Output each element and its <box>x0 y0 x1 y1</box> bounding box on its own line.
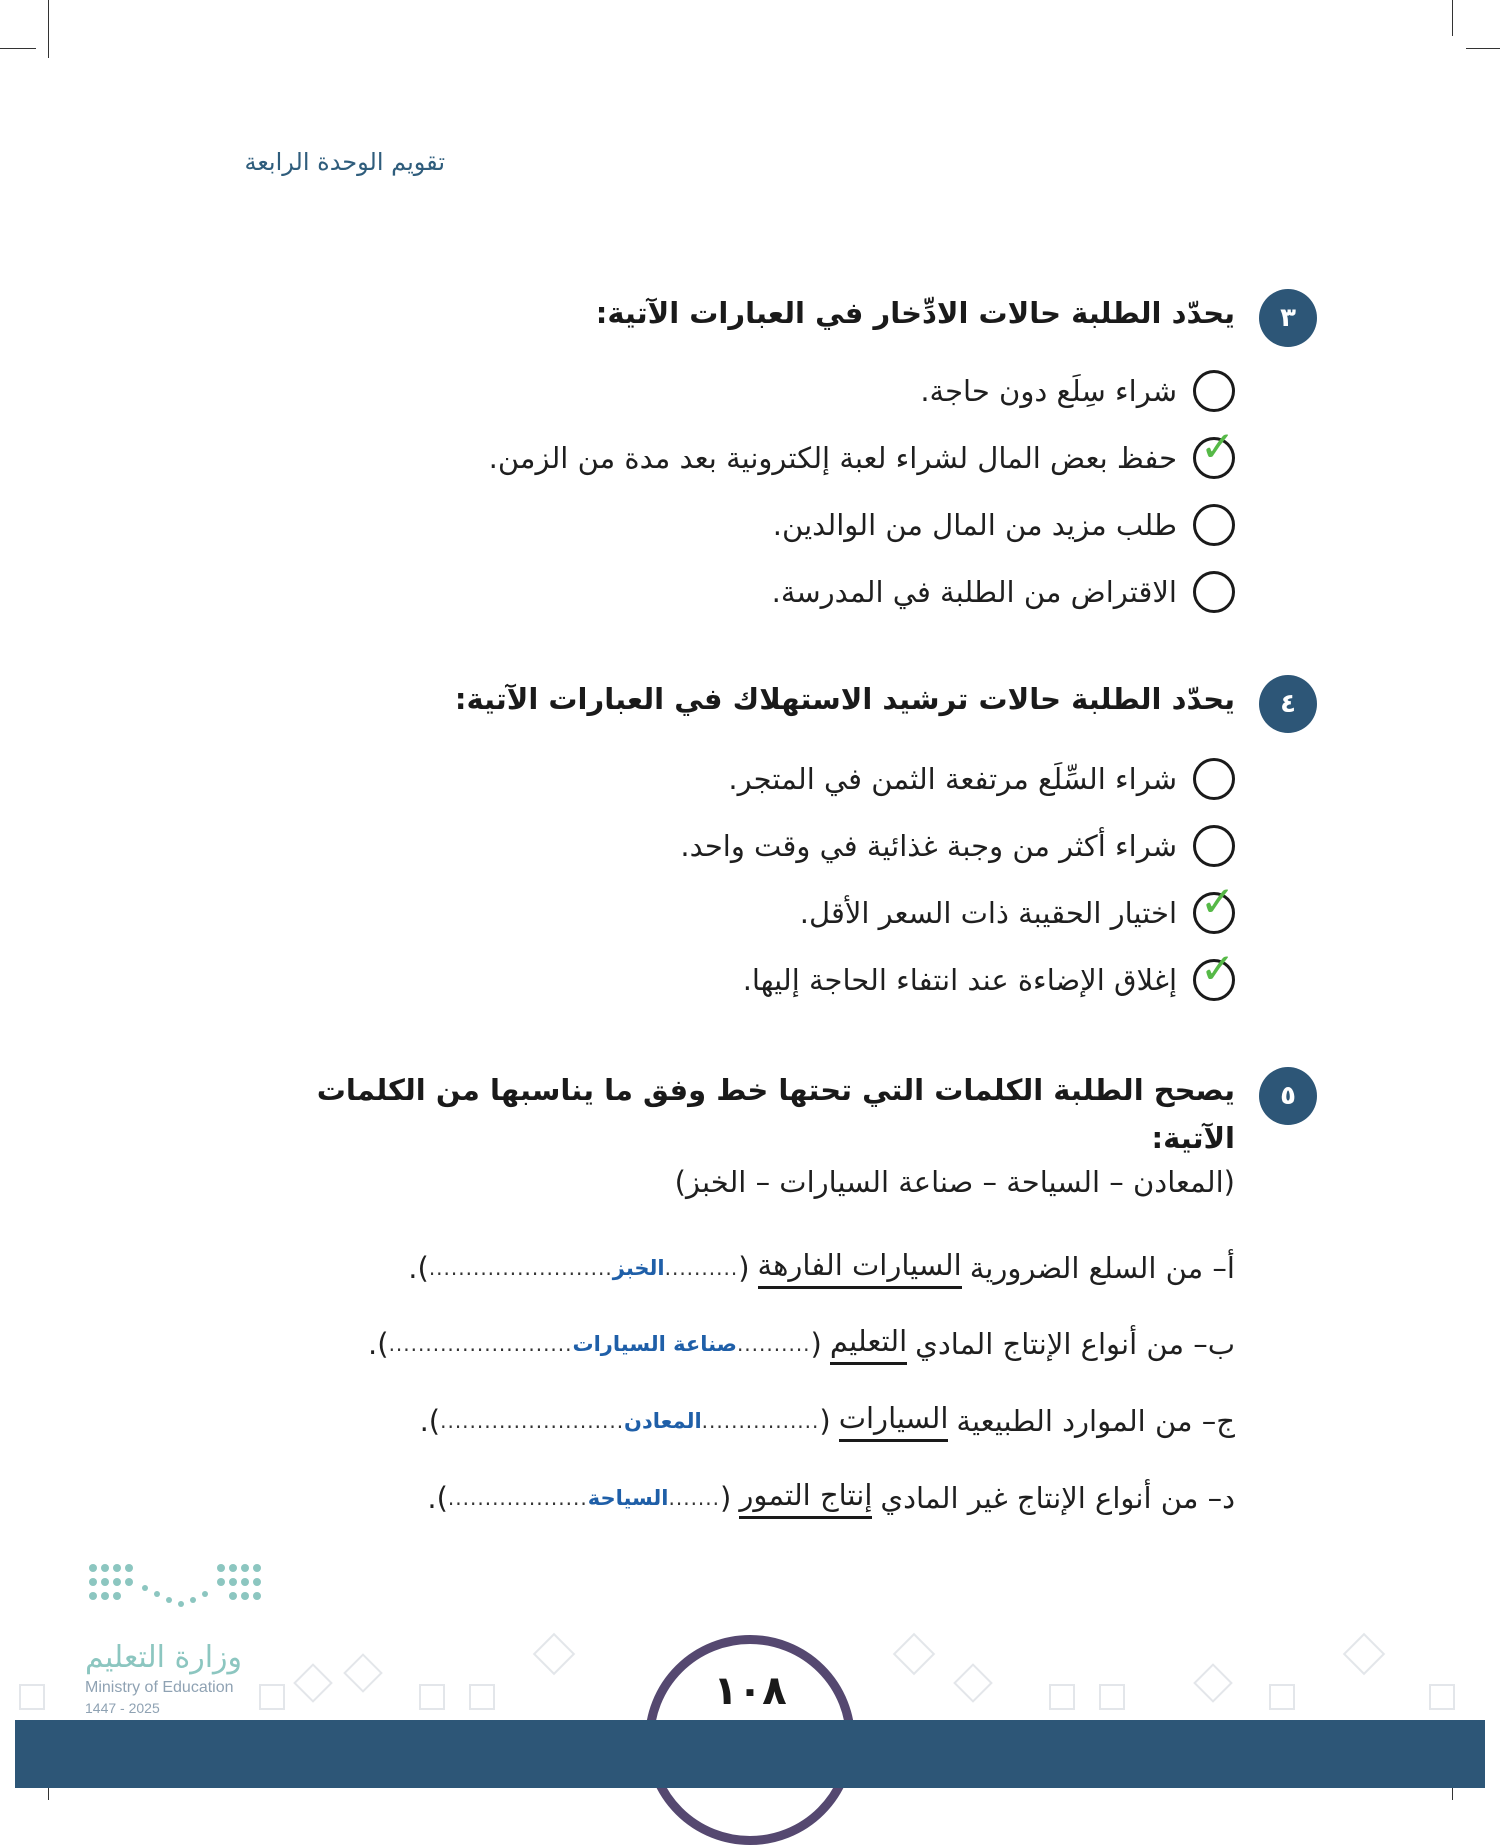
question-number-3: ٣ <box>1259 289 1317 347</box>
ministry-name-english: Ministry of Education <box>85 1679 234 1696</box>
radio-circle-icon[interactable] <box>1193 825 1235 867</box>
answer-text[interactable]: المعادن <box>624 1409 702 1433</box>
answer-text[interactable]: صناعة السيارات <box>572 1332 737 1356</box>
checkmark-icon: ✓ <box>1200 422 1236 471</box>
q4-option[interactable]: ✓ اختيار الحقيبة ذات السعر الأقل. <box>800 888 1235 938</box>
checkmark-icon: ✓ <box>1200 944 1236 993</box>
q3-option[interactable]: طلب مزيد من المال من الوالدين. <box>773 500 1235 550</box>
underlined-word: التعليم <box>830 1324 907 1365</box>
edition-year: 2025 - 1447 <box>85 1700 160 1716</box>
fill-item: ب– من أنواع الإنتاج المادي التعليم ( .......... صناعة السيارات ......................... ). <box>368 1316 1235 1372</box>
answer-text[interactable]: الخبز <box>612 1256 665 1280</box>
radio-circle-icon[interactable] <box>1193 504 1235 546</box>
fill-item: ج– من الموارد الطبيعية السيارات ( ................ المعادن ......................... ). <box>420 1393 1235 1449</box>
radio-circle-icon[interactable] <box>1193 571 1235 613</box>
question-5-prompt: يصحح الطلبة الكلمات التي تحتها خط وفق ما يناسبها من الكلمات الآتية: <box>316 1073 1235 1155</box>
crop-mark <box>0 48 36 49</box>
ministry-name-arabic: وزارة التعليم <box>85 1640 243 1675</box>
crop-mark <box>1452 0 1453 36</box>
answer-text[interactable]: السياحة <box>587 1486 669 1510</box>
radio-circle-icon[interactable] <box>1193 422 1236 479</box>
question-number-4: ٤ <box>1259 675 1317 733</box>
q4-option[interactable]: شراء السِّلَع مرتفعة الثمن في المتجر. <box>728 754 1235 804</box>
word-bank: (المعادن – السياحة – صناعة السيارات – الخبز) <box>674 1165 1235 1199</box>
crop-mark <box>1466 48 1500 49</box>
q3-option[interactable]: شراء سِلَع دون حاجة. <box>920 366 1235 416</box>
checkmark-icon: ✓ <box>1200 877 1236 926</box>
q3-option[interactable]: الاقتراض من الطلبة في المدرسة. <box>772 567 1235 617</box>
fill-item: أ– من السلع الضرورية السيارات الفارهة ( .......... الخبز ......................... ). <box>408 1240 1235 1296</box>
footer-bar <box>15 1720 1485 1788</box>
question-number-5: ٥ <box>1259 1067 1317 1125</box>
crop-mark <box>48 0 49 58</box>
underlined-word: السيارات الفارهة <box>758 1248 962 1289</box>
radio-circle-icon[interactable] <box>1193 370 1235 412</box>
q3-option[interactable]: ✓ حفظ بعض المال لشراء لعبة إلكترونية بعد مدة من الزمن. <box>489 433 1235 483</box>
radio-circle-icon[interactable] <box>1193 877 1236 934</box>
radio-circle-icon[interactable] <box>1193 758 1235 800</box>
underlined-word: إنتاج التمور <box>739 1478 872 1519</box>
q4-option[interactable]: ✓ إغلاق الإضاءة عند انتفاء الحاجة إليها. <box>743 955 1235 1005</box>
ministry-logo-icon <box>85 1560 275 1620</box>
underlined-word: السيارات <box>839 1401 949 1442</box>
page-number: ١٠٨ <box>713 1668 787 1714</box>
radio-circle-icon[interactable] <box>1193 944 1236 1001</box>
unit-title: تقويم الوحدة الرابعة <box>244 148 445 176</box>
question-4-prompt: يحدّد الطلبة حالات ترشيد الاستهلاك في العبارات الآتية: <box>454 682 1235 716</box>
question-3-prompt: يحدّد الطلبة حالات الادِّخار في العبارات الآتية: <box>595 296 1235 330</box>
fill-item: د– من أنواع الإنتاج غير المادي إنتاج التمور ( ....... السياحة ................... ). <box>427 1470 1235 1526</box>
q4-option[interactable]: شراء أكثر من وجبة غذائية في وقت واحد. <box>680 821 1235 871</box>
